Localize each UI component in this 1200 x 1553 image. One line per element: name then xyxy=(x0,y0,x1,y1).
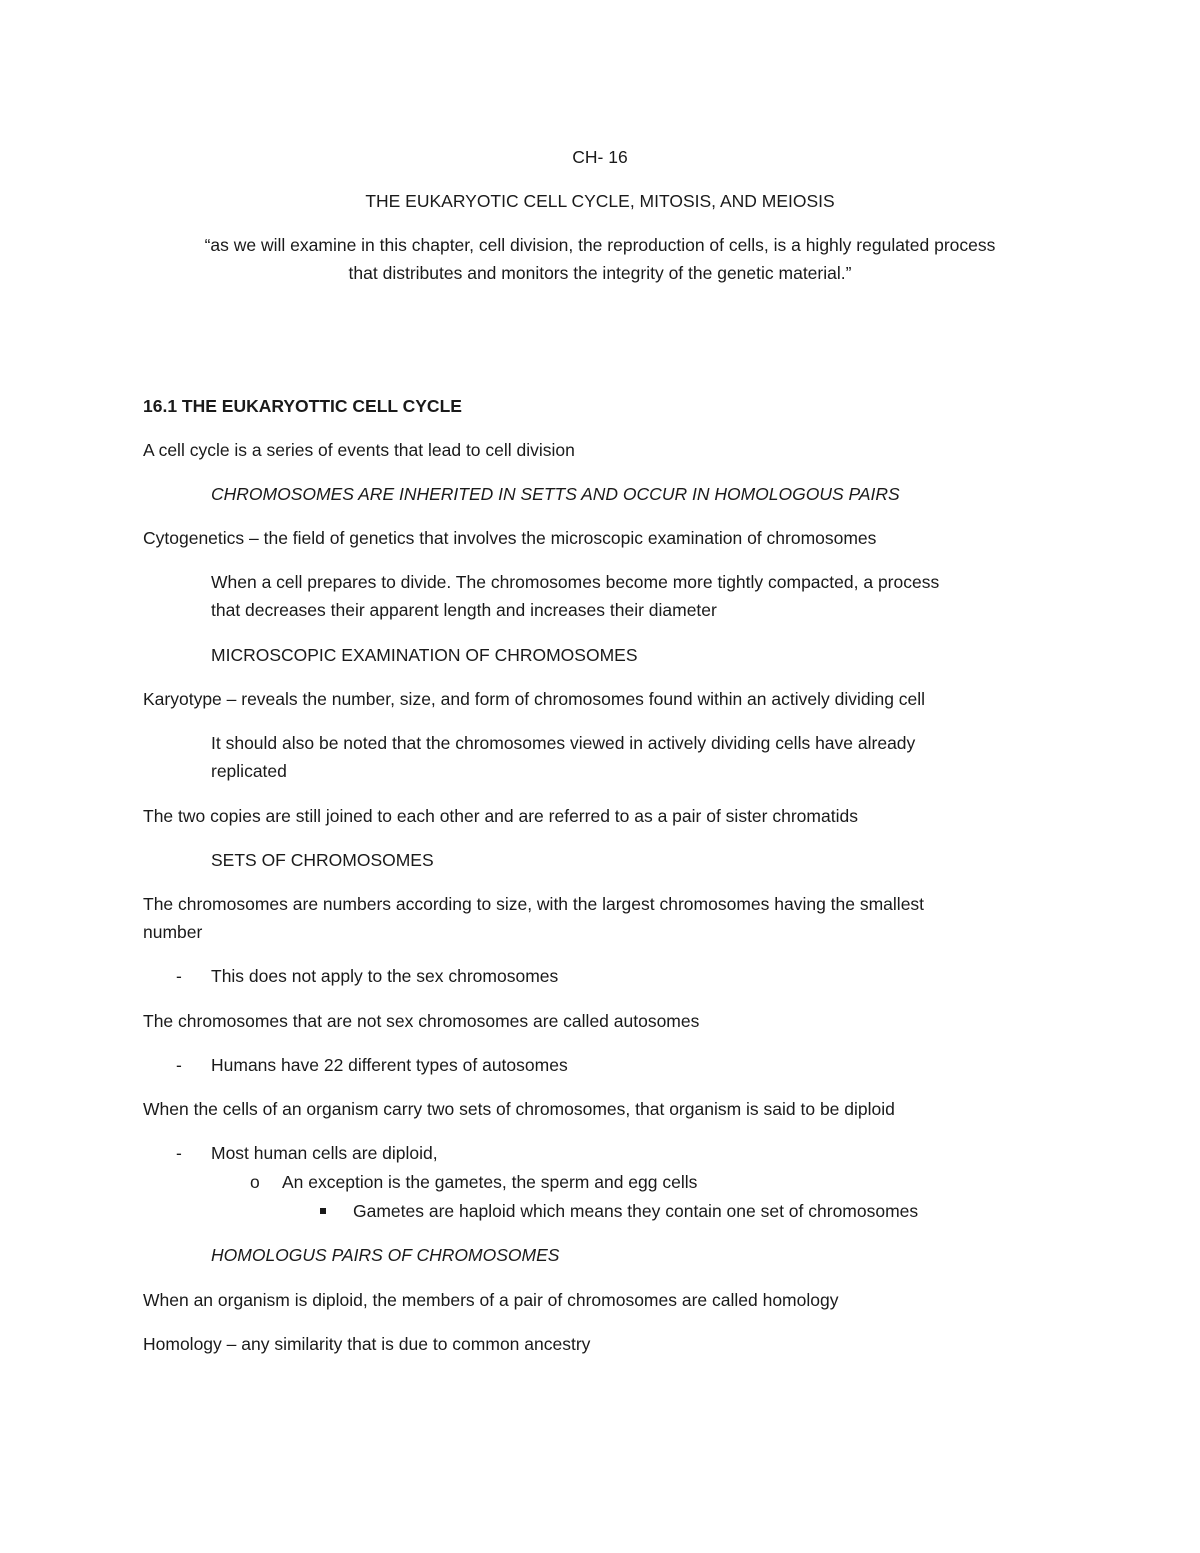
bullet-item-level-2: An exception is the gametes, the sperm and egg cells xyxy=(282,1172,698,1192)
subheading: MICROSCOPIC EXAMINATION OF CHROMOSOMES xyxy=(211,645,638,665)
paragraph: Karyotype – reveals the number, size, and form of chromosomes found within an actively dividing cell xyxy=(143,689,926,709)
paragraph: When an organism is diploid, the members of a pair of chromosomes are called homology xyxy=(143,1290,839,1310)
section-heading: 16.1 THE EUKARYOTTIC CELL CYCLE xyxy=(143,396,462,416)
paragraph: A cell cycle is a series of events that lead to cell division xyxy=(143,440,575,460)
bullet-item-level-3: Gametes are haploid which means they contain one set of chromosomes xyxy=(353,1201,919,1221)
subheading: SETS OF CHROMOSOMES xyxy=(211,850,434,870)
paragraph: When the cells of an organism carry two sets of chromosomes, that organism is said to be diploid xyxy=(143,1099,895,1119)
bullet-item: Most human cells are diploid, xyxy=(211,1143,438,1163)
paragraph-line: The chromosomes are numbers according to size, with the largest chromosomes having the smallest xyxy=(143,894,925,914)
bullet-item: This does not apply to the sex chromosomes xyxy=(211,966,559,986)
indented-paragraph-line: It should also be noted that the chromosomes viewed in actively dividing cells have already xyxy=(211,733,916,753)
paragraph: The chromosomes that are not sex chromosomes are called autosomes xyxy=(143,1011,700,1031)
quote-line-1: “as we will examine in this chapter, cell division, the reproduction of cells, is a highly regulated process xyxy=(204,235,996,255)
dash-bullet-marker: - xyxy=(176,1143,182,1163)
paragraph: Cytogenetics – the field of genetics that involves the microscopic examination of chromosomes xyxy=(143,528,877,548)
paragraph-line: number xyxy=(143,922,203,942)
paragraph: Homology – any similarity that is due to common ancestry xyxy=(143,1334,591,1354)
indented-paragraph-line: replicated xyxy=(211,761,287,781)
chapter-label: CH- 16 xyxy=(572,147,628,167)
subheading: HOMOLOGUS PAIRS OF CHROMOSOMES xyxy=(211,1245,560,1265)
dash-bullet-marker: - xyxy=(176,1055,182,1075)
indented-paragraph-line: When a cell prepares to divide. The chromosomes become more tightly compacted, a process xyxy=(211,572,940,592)
quote-line-2: that distributes and monitors the integrity of the genetic material.” xyxy=(348,263,852,283)
square-bullet-icon xyxy=(320,1208,326,1214)
chapter-title: THE EUKARYOTIC CELL CYCLE, MITOSIS, AND MEIOSIS xyxy=(365,191,835,211)
paragraph: The two copies are still joined to each other and are referred to as a pair of sister chromatids xyxy=(143,806,858,826)
circle-bullet-marker: o xyxy=(250,1172,260,1192)
bullet-item: Humans have 22 different types of autosomes xyxy=(211,1055,568,1075)
dash-bullet-marker: - xyxy=(176,966,182,986)
subheading: CHROMOSOMES ARE INHERITED IN SETTS AND OCCUR IN HOMOLOGOUS PAIRS xyxy=(211,484,900,504)
indented-paragraph-line: that decreases their apparent length and increases their diameter xyxy=(211,600,717,620)
